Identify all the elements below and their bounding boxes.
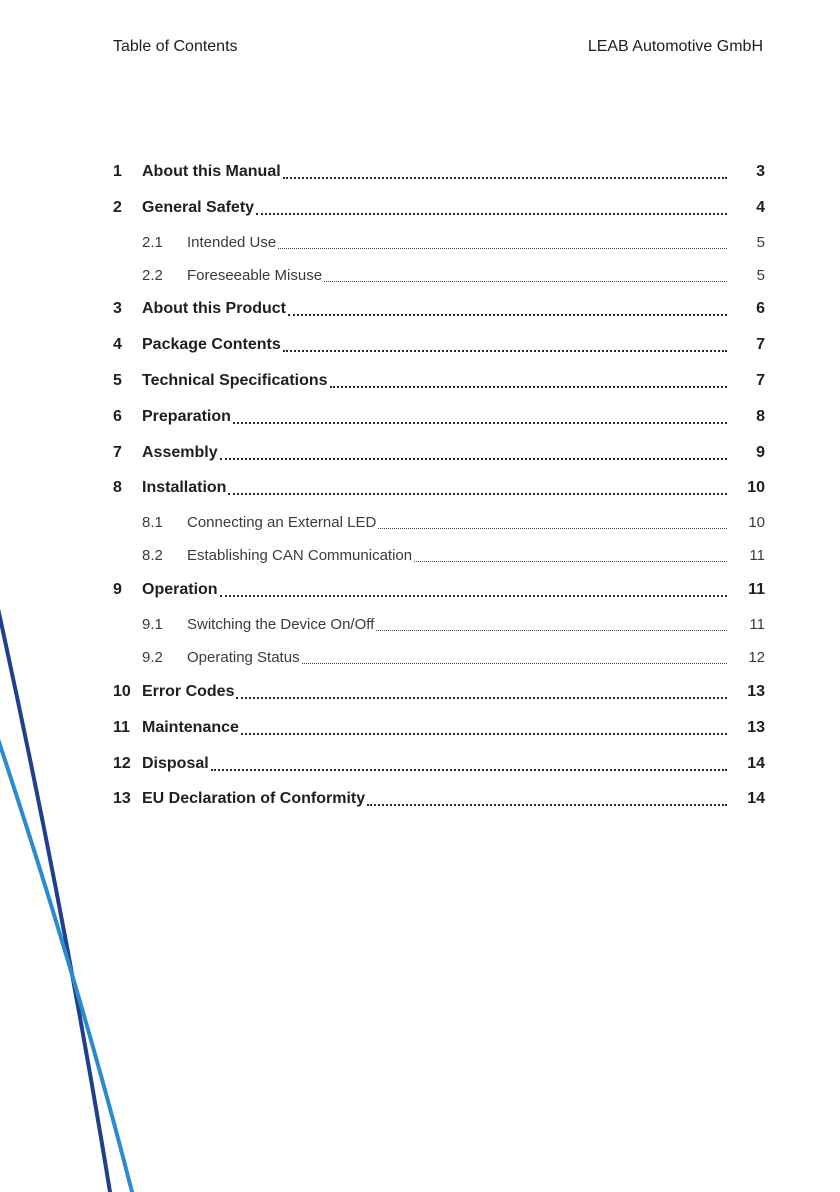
toc-dot-leader [283,175,727,179]
toc-entry-page-number: 11 [749,616,765,634]
toc-dot-leader [330,384,727,388]
toc-entry-number: 6 [113,407,122,425]
toc-entry[interactable] [113,471,765,507]
toc-entry-page-number: 11 [749,547,765,565]
toc-entry-page-number: 13 [747,683,765,701]
dark-blue-decorative-line [0,595,110,1192]
toc-dot-leader [378,527,727,529]
toc-entry-page-number: 3 [756,162,765,180]
toc-entry-title: About this Manual [142,162,281,180]
toc-dot-leader [241,731,727,735]
toc-dot-leader [233,420,727,424]
toc-entry-page-number: 11 [748,581,765,599]
toc-entry-title: Operating Status [187,649,300,667]
toc-entry-page-number: 14 [747,790,765,808]
toc-entry-number: 2.1 [142,233,163,251]
toc-entry[interactable] [113,539,765,572]
toc-entry-number: 9 [113,581,122,599]
page-header [113,37,763,57]
toc-entry-title: EU Declaration of Conformity [142,790,366,808]
toc-entry-number: 11 [113,718,130,736]
toc-entry[interactable] [113,572,765,608]
table-of-contents [113,154,765,817]
toc-dot-leader [283,348,727,352]
toc-entry[interactable] [113,327,765,363]
toc-dot-leader [220,593,727,597]
toc-dot-leader [302,662,727,664]
toc-entry-number: 5 [113,372,122,390]
toc-entry-number: 2 [113,198,122,216]
toc-entry-number: 8.1 [142,514,163,532]
toc-entry[interactable] [113,399,765,435]
toc-entry-title: Package Contents [142,336,281,354]
toc-dot-leader [414,560,727,562]
toc-entry-page-number: 9 [756,443,765,461]
toc-entry-title: Switching the Device On/Off [187,616,375,634]
toc-entry[interactable] [113,506,765,539]
toc-entry[interactable] [113,435,765,471]
toc-entry-title: Technical Specifications [142,372,328,390]
toc-dot-leader [278,247,727,249]
toc-entry-title: Preparation [142,407,231,425]
toc-entry[interactable] [113,259,765,292]
toc-entry-title: Installation [142,479,227,497]
toc-entry-page-number: 5 [756,233,765,251]
toc-entry-number: 1 [113,162,122,180]
header-company-name: LEAB Automotive GmbH [587,38,763,55]
toc-entry[interactable] [113,154,765,190]
toc-entry-title: General Safety [142,198,255,216]
toc-entry-page-number: 8 [756,407,765,425]
toc-dot-leader [228,491,727,495]
toc-entry-number: 10 [113,683,131,701]
toc-dot-leader [256,211,727,215]
toc-dot-leader [324,280,727,282]
toc-entry-title: Disposal [142,754,209,772]
toc-entry-page-number: 12 [748,649,765,667]
toc-entry-number: 7 [113,443,122,461]
toc-entry[interactable] [113,608,765,641]
toc-dot-leader [376,629,727,631]
toc-entry-title: Operation [142,581,218,599]
toc-dot-leader [367,802,727,806]
toc-entry-page-number: 7 [756,336,765,354]
toc-entry-number: 2.2 [142,266,163,284]
toc-entry[interactable] [113,363,765,399]
toc-entry-page-number: 5 [756,266,765,284]
toc-entry-page-number: 14 [747,754,765,772]
toc-entry-page-number: 6 [756,300,765,318]
toc-entry[interactable] [113,710,765,746]
toc-dot-leader [220,456,727,460]
toc-entry[interactable] [113,674,765,710]
toc-dot-leader [288,312,727,316]
toc-dot-leader [211,767,727,771]
toc-entry-title: About this Product [142,300,286,318]
toc-entry-page-number: 7 [756,372,765,390]
toc-entry-number: 9.2 [142,649,163,667]
toc-entry-number: 12 [113,754,131,772]
toc-entry-title: Intended Use [187,233,277,251]
toc-entry-number: 8.2 [142,547,163,565]
toc-entry-title: Connecting an External LED [187,514,377,532]
toc-entry-title: Foreseeable Misuse [187,266,323,284]
toc-dot-leader [236,695,727,699]
header-section-title: Table of Contents [113,38,238,55]
toc-entry-number: 4 [113,336,122,354]
toc-entry[interactable] [113,292,765,328]
toc-entry-page-number: 10 [748,514,765,532]
toc-entry-page-number: 10 [747,479,765,497]
toc-entry-title: Assembly [142,443,218,461]
toc-entry-title: Error Codes [142,683,235,701]
toc-entry[interactable] [113,782,765,818]
toc-entry-number: 3 [113,300,122,318]
toc-entry[interactable] [113,746,765,782]
toc-entry-title: Maintenance [142,718,239,736]
toc-entry-title: Establishing CAN Communication [187,547,413,565]
toc-entry-number: 9.1 [142,616,163,634]
toc-entry[interactable] [113,226,765,259]
toc-entry-page-number: 4 [756,198,765,216]
toc-entry-page-number: 13 [747,718,765,736]
toc-entry[interactable] [113,190,765,226]
toc-entry-number: 13 [113,790,131,808]
toc-entry-number: 8 [113,479,122,497]
toc-entry[interactable] [113,641,765,674]
